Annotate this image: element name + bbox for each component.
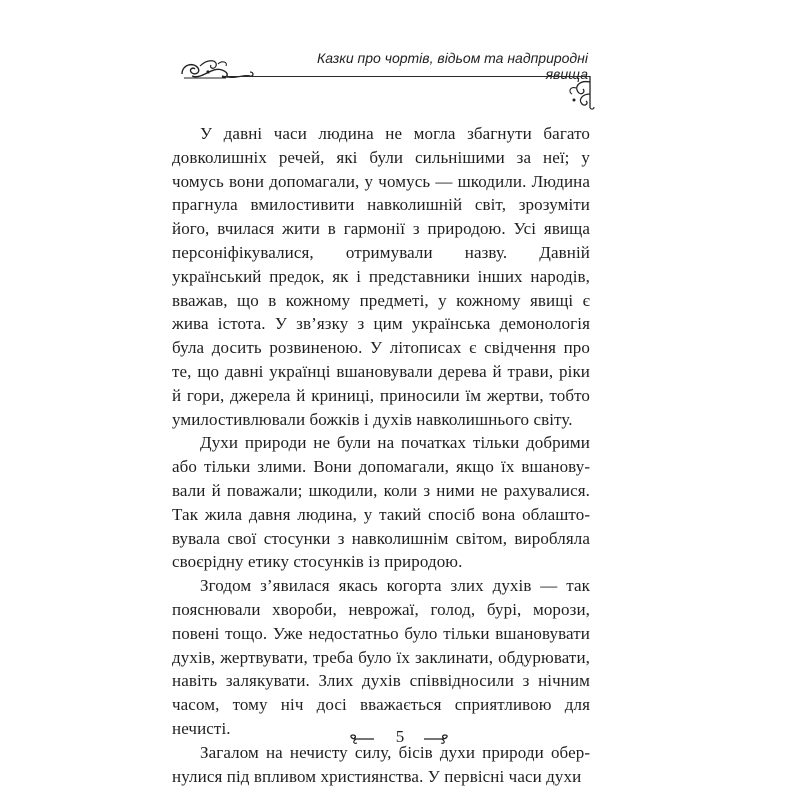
- corner-ornament-icon: [562, 74, 596, 117]
- paragraph-1: У давні часи людина не могла збагнути багато довколишніх речей, які були сильнішими за неї; у чомусь вони допомагали, у чомусь — шкодили. Людина прагнула вмилостивити навколишній світ, зрозуміти його, вчилася жити в гармонії з природою. Усі явища персоніфікувалися, отримували назву. Давній український предок, як і представники інших народів, вважав, що в кожному предметі, у кожному явищі є жива істота. У зв’язку з цим українська демонологія була досить розвиненою. У літописах є свідчення про те, що давні українці вшановували дерева й трави, ріки й гори, джерела й криниці, приносили їм жертви, тобто умилостивлювали божків і духів навколишнього світу.: [172, 124, 590, 429]
- paragraph-3: Згодом з’явилася якась когорта злих духів — так пояснювали хвороби, неврожаї, голод, бурі, морози, повені тощо. Уже недостатньо було тільки вшановувати духів, жертвувати, треба було їх заклинати, обдурювати, навіть залякувати. Злих духів співвідносили з нічним часом, тому ніч досі вважається сприятливою для нечисті.: [172, 576, 590, 738]
- paragraph-4: Загалом на нечисту силу, бісів духи природи обернулися під впливом християнства. У первісні часи духи: [172, 742, 590, 786]
- page-number: 5: [395, 727, 405, 746]
- page-body: [172, 122, 590, 788]
- flourish-ornament-icon: [178, 56, 260, 87]
- header-rule: [226, 76, 590, 77]
- swirl-right-icon: [422, 732, 452, 750]
- page-folio: [340, 726, 460, 750]
- paragraph-2: Духи природи не були на початках тільки добрими або тільки злими. Вони допомагали, якщо їх вшановували й поважали; шкодили, коли з ними не рахувалися. Так жила давня людина, у такий спосіб вона облаштовувала свої стосунки з навколишнім світом, виробляла своєрідну етику стосунків із природою.: [172, 433, 590, 572]
- running-header-title: Казки про чортів, відьом та надприродні явища: [317, 50, 588, 82]
